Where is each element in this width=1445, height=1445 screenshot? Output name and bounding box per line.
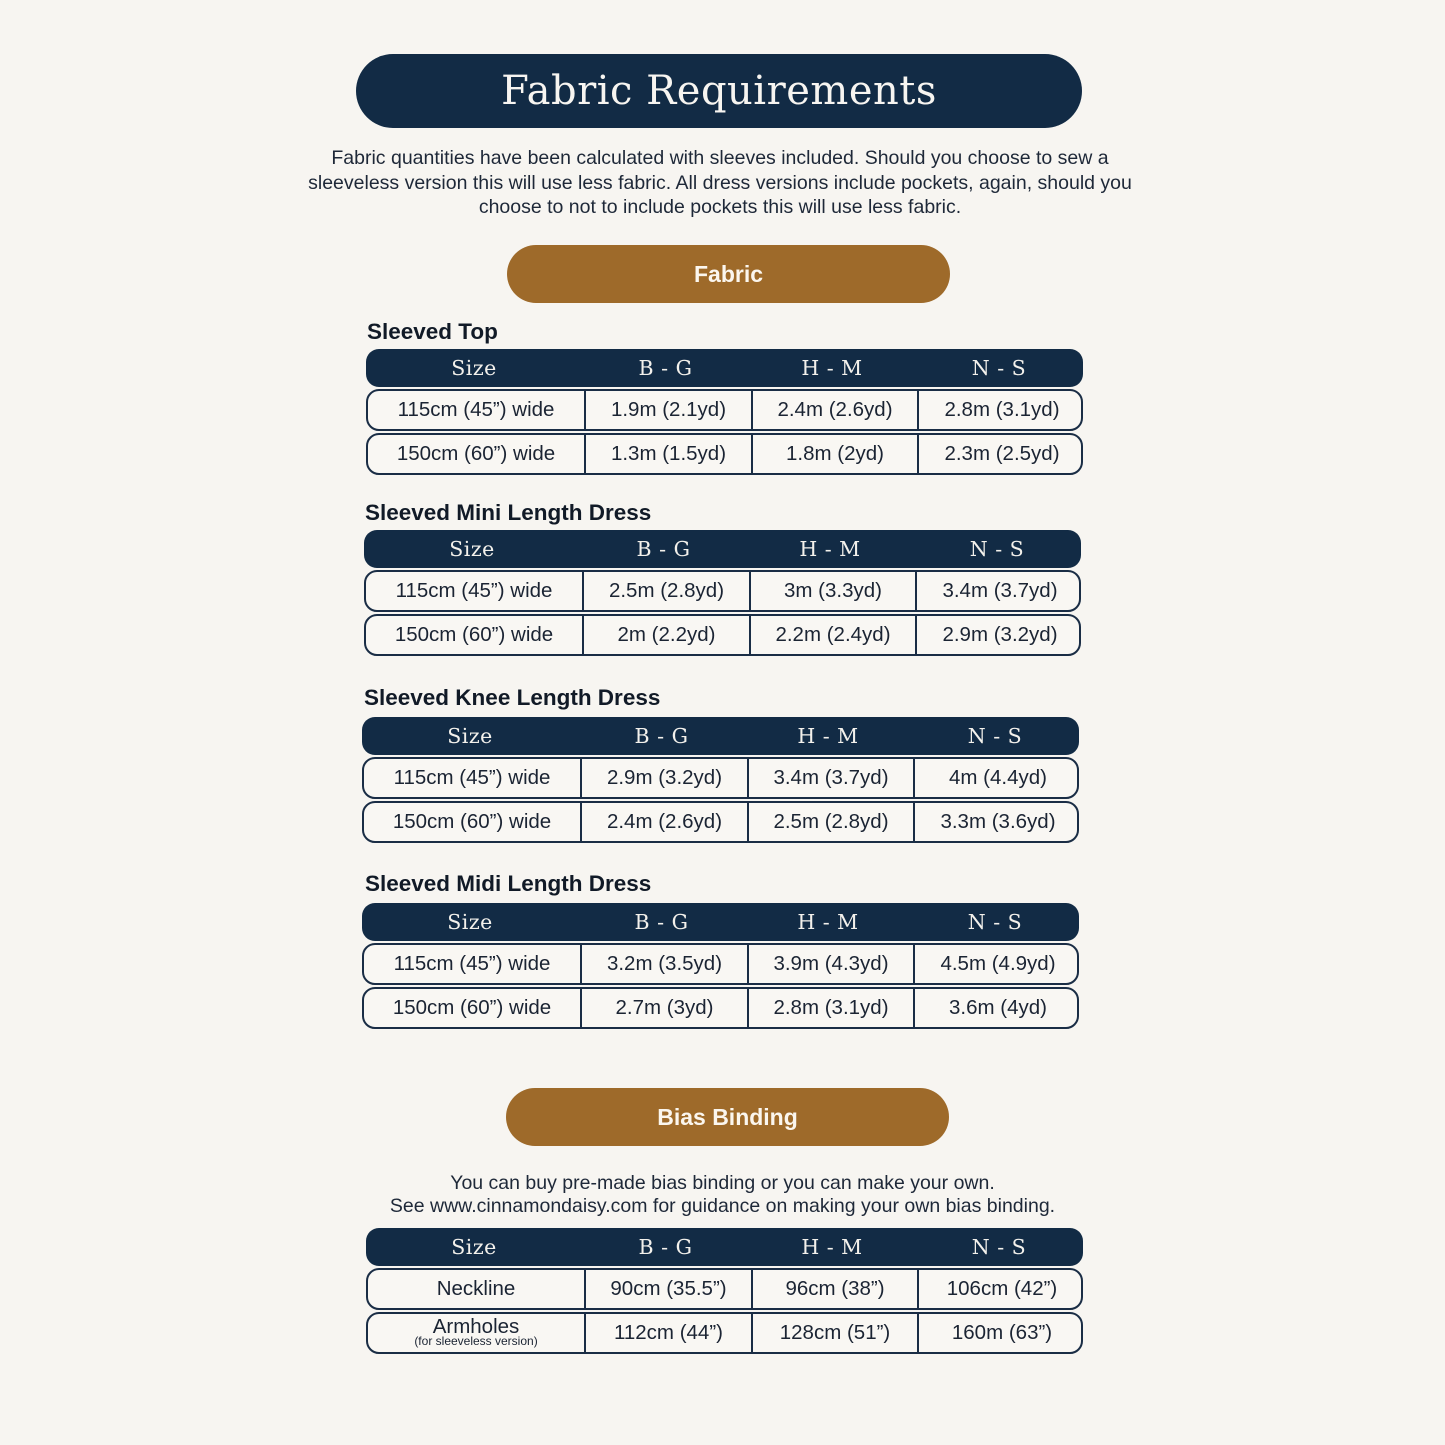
col-size: Size <box>451 1235 497 1259</box>
table-title-midi-dress: Sleeved Midi Length Dress <box>365 871 652 896</box>
col-size: Size <box>449 537 495 561</box>
table-title-knee-dress: Sleeved Knee Length Dress <box>364 685 661 710</box>
fabric-section-label: Fabric <box>693 260 764 287</box>
row-size-label: 150cm (60”) wide <box>392 996 552 1019</box>
table-row <box>362 943 1079 985</box>
table-bias-binding <box>366 1228 1083 1354</box>
cell-b-g: 1.3m (1.5yd) <box>584 435 751 473</box>
cell-n-s: 4.5m (4.9yd) <box>913 945 1079 983</box>
col-size: Size <box>451 356 497 380</box>
table-midi-dress <box>362 903 1079 1029</box>
cell-b-g: 2.5m (2.8yd) <box>582 572 749 610</box>
cell-h-m: 2.2m (2.4yd) <box>749 616 915 654</box>
table-row <box>362 801 1079 843</box>
bias-section-banner <box>506 1088 949 1146</box>
bias-intro-text <box>340 1172 1105 1218</box>
col-size: Size <box>447 910 493 934</box>
cell-n-s: 3.3m (3.6yd) <box>913 803 1079 841</box>
cell-h-m: 2.8m (3.1yd) <box>747 989 913 1027</box>
cell-n-s: 3.6m (4yd) <box>913 989 1079 1027</box>
bias-intro-line-1: You can buy pre-made bias binding or you can make your own. <box>450 1172 995 1194</box>
col-b-g: B - G <box>638 1235 693 1259</box>
table-header <box>366 1228 1083 1266</box>
col-n-s: N - S <box>971 1235 1027 1259</box>
cell-h-m: 2.4m (2.6yd) <box>751 391 917 429</box>
cell-b-g: 2.4m (2.6yd) <box>580 803 747 841</box>
table-title-mini-dress: Sleeved Mini Length Dress <box>365 500 652 525</box>
cell-h-m: 1.8m (2yd) <box>751 435 917 473</box>
row-size-label: 115cm (45”) wide <box>393 766 551 789</box>
col-h-m: H - M <box>797 910 859 934</box>
table-row <box>366 1268 1083 1310</box>
table-header <box>362 717 1079 755</box>
row-size-label: 115cm (45”) wide <box>395 579 553 602</box>
table-row <box>362 757 1079 799</box>
cell-n-s: 106cm (42”) <box>917 1270 1083 1308</box>
cell-b-g: 2m (2.2yd) <box>582 616 749 654</box>
table-header <box>364 530 1081 568</box>
row-size-label: 150cm (60”) wide <box>396 442 556 465</box>
cell-b-g: 2.9m (3.2yd) <box>580 759 747 797</box>
cell-b-g: 3.2m (3.5yd) <box>580 945 747 983</box>
table-sleeved-top <box>366 349 1083 475</box>
cell-n-s: 2.8m (3.1yd) <box>917 391 1083 429</box>
col-n-s: N - S <box>971 356 1027 380</box>
armholes-note: (for sleeveless version) <box>414 1334 538 1348</box>
cell-b-g: 112cm (44”) <box>584 1314 751 1352</box>
cell-h-m: 3.9m (4.3yd) <box>747 945 913 983</box>
table-knee-dress <box>362 717 1079 843</box>
cell-h-m: 3.4m (3.7yd) <box>747 759 913 797</box>
col-b-g: B - G <box>634 910 689 934</box>
row-label-neckline: Neckline <box>436 1277 516 1300</box>
table-mini-dress <box>364 530 1081 656</box>
table-header <box>366 349 1083 387</box>
cell-h-m: 2.5m (2.8yd) <box>747 803 913 841</box>
cell-n-s: 160m (63”) <box>917 1314 1083 1352</box>
row-size-label: 115cm (45”) wide <box>393 952 551 975</box>
table-row <box>366 1312 1083 1354</box>
cell-b-g: 2.7m (3yd) <box>580 989 747 1027</box>
fabric-section-banner <box>507 245 950 303</box>
table-row <box>364 570 1081 612</box>
cell-h-m: 128cm (51”) <box>751 1314 917 1352</box>
intro-text: Fabric quantities have been calculated with sleeves included. Should you choose to sew a sleeveless version this will use less fabric. All dress versions include pockets, again, should you choose to not to include pockets this will use less fabric. <box>308 147 1132 218</box>
cell-h-m: 96cm (38”) <box>751 1270 917 1308</box>
col-h-m: H - M <box>797 724 859 748</box>
col-h-m: H - M <box>799 537 861 561</box>
row-size-label: 150cm (60”) wide <box>394 623 554 646</box>
page-title: Fabric Requirements <box>501 68 937 114</box>
table-title-sleeved-top: Sleeved Top <box>367 319 498 344</box>
col-h-m: H - M <box>801 1235 863 1259</box>
bias-intro-line-2: See www.cinnamondaisy.com for guidance on making your own bias binding. <box>389 1195 1056 1217</box>
table-row <box>364 614 1081 656</box>
cell-n-s: 4m (4.4yd) <box>913 759 1079 797</box>
table-row <box>366 389 1083 431</box>
cell-b-g: 1.9m (2.1yd) <box>584 391 751 429</box>
col-n-s: N - S <box>969 537 1025 561</box>
col-size: Size <box>447 724 493 748</box>
col-b-g: B - G <box>634 724 689 748</box>
row-size-label: 115cm (45”) wide <box>397 398 555 421</box>
cell-n-s: 3.4m (3.7yd) <box>915 572 1081 610</box>
col-n-s: N - S <box>967 724 1023 748</box>
col-h-m: H - M <box>801 356 863 380</box>
col-n-s: N - S <box>967 910 1023 934</box>
bias-section-label: Bias Binding <box>657 1103 798 1130</box>
table-row <box>366 433 1083 475</box>
cell-h-m: 3m (3.3yd) <box>749 572 915 610</box>
row-label-armholes <box>368 1314 584 1352</box>
page-title-banner <box>356 54 1082 128</box>
col-b-g: B - G <box>638 356 693 380</box>
armholes-label: Armholes <box>432 1315 520 1338</box>
row-size-label: 150cm (60”) wide <box>392 810 552 833</box>
cell-n-s: 2.9m (3.2yd) <box>915 616 1081 654</box>
table-header <box>362 903 1079 941</box>
table-row <box>362 987 1079 1029</box>
cell-b-g: 90cm (35.5”) <box>584 1270 751 1308</box>
col-b-g: B - G <box>636 537 691 561</box>
cell-n-s: 2.3m (2.5yd) <box>917 435 1083 473</box>
